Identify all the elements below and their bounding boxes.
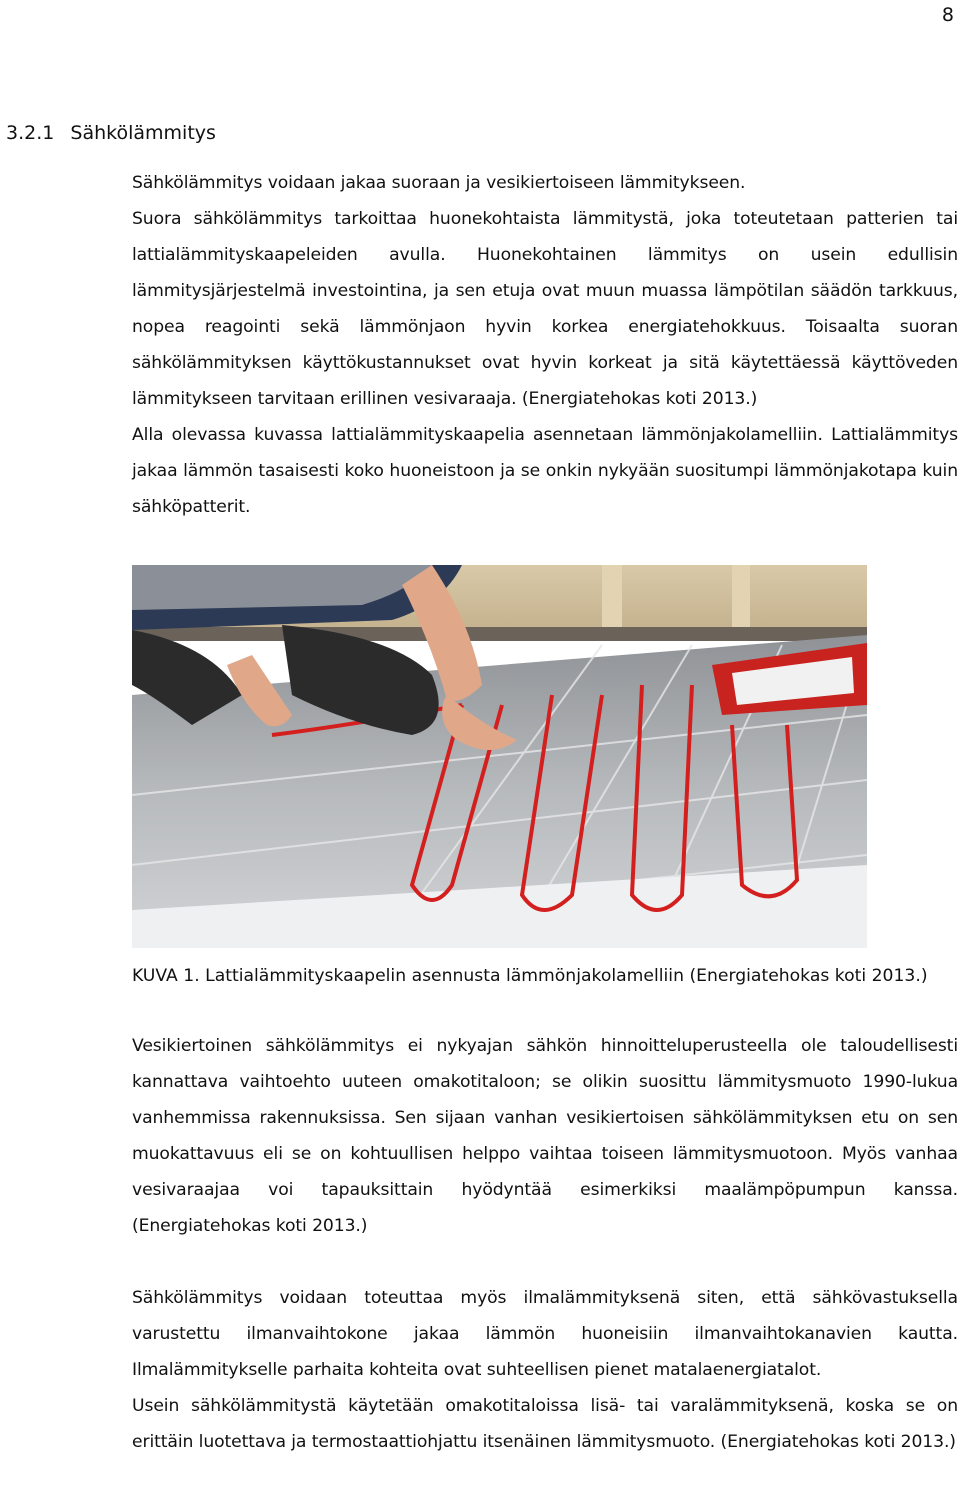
section-title: Sähkölämmitys bbox=[70, 122, 216, 144]
text-block-middle bbox=[132, 1028, 958, 1244]
wall-stud bbox=[732, 565, 750, 635]
paragraph: Suora sähkölämmitys tarkoittaa huonekohtaista lämmitystä, joka toteutetaan patterien tai lattialämmityskaapeleiden avulla. Huonekohtainen lämmitys on usein edullisin lämmitysjärjestelmä investointina, ja sen etuja ovat muun muassa lämpötilan säädön tarkkuus, nopea reagointi sekä lämmönjaon hyvin korkea energiatehokkuus. Toisaalta suoran sähkölämmityksen käyttökustannukset ovat hyvin korkeat ja sitä käytettäessä käyttöveden lämmitykseen tarvitaan erillinen vesivaraaja. (Energiatehokas koti 2013.) bbox=[132, 209, 958, 409]
paragraph: Alla olevassa kuvassa lattialämmityskaapelia asennetaan lämmönjakolamelliin. Lattialämmitys jakaa lämmön tasaisesti koko huoneistoon ja se onkin nykyään suositumpi lämmönjakotapa kuin sähköpatterit. bbox=[132, 425, 958, 517]
paragraph: Usein sähkölämmitystä käytetään omakotitaloissa lisä- tai varalämmityksenä, koska se on erittäin luotettava ja termostaattiohjattu itsenäinen lämmitysmuoto. (Energiatehokas koti 2013.) bbox=[132, 1396, 958, 1452]
text-block-top bbox=[132, 165, 958, 525]
figure-caption: KUVA 1. Lattialämmityskaapelin asennusta lämmönjakolamelliin (Energiatehokas koti 2013.) bbox=[132, 966, 928, 986]
paragraph: Sähkölämmitys voidaan toteuttaa myös ilmalämmityksenä siten, että sähkövastuksella varustettu ilmanvaihtokone jakaa lämmön huoneisiin ilmanvaihtokanavien kautta. Ilmalämmitykselle parhaita kohteita ovat suhteellisen pienet matalaenergiatalot. bbox=[132, 1288, 958, 1380]
page-number: 8 bbox=[941, 4, 954, 26]
skirting bbox=[132, 627, 867, 641]
floor-heating-photo bbox=[132, 565, 867, 948]
text-block-bottom bbox=[132, 1280, 958, 1460]
paragraph: Sähkölämmitys voidaan jakaa suoraan ja vesikiertoiseen lämmitykseen. bbox=[132, 173, 746, 193]
wall-stud bbox=[602, 565, 622, 635]
section-heading bbox=[6, 122, 216, 144]
section-number: 3.2.1 bbox=[6, 122, 55, 144]
photo-illustration bbox=[132, 565, 867, 948]
paragraph: Vesikiertoinen sähkölämmitys ei nykyajan sähkön hinnoitteluperusteella ole taloudellisesti kannattava vaihtoehto uuteen omakotitaloon; se olikin suosittu lämmitysmuoto 1990-lukua vanhemmissa rakennuksissa. Sen sijaan vanhan vesikiertoisen sähkölämmityksen etu on sen muokattavuus eli se on kohtuullisen helppo vaihtaa toiseen lämmitysmuotoon. Myös vanhaa vesivaraajaa voi tapauksittain hyödyntää esimerkiksi maalämpöpumpun kanssa. (Energiatehokas koti 2013.) bbox=[132, 1036, 958, 1236]
